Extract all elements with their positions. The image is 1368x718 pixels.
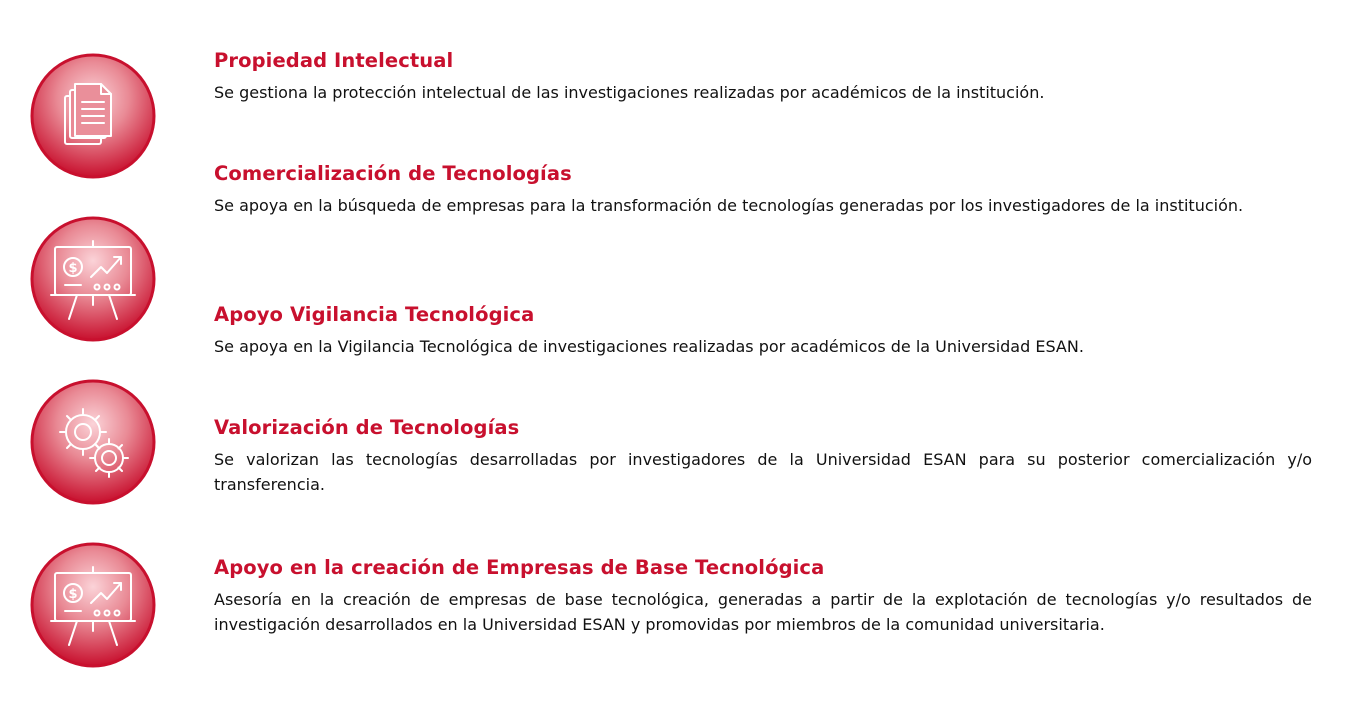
svg-text:$: $ (68, 261, 78, 276)
service-description: Se gestiona la protección intelectual de las investigaciones realizadas por académicos de la institución. (214, 83, 1045, 102)
service-title: Propiedad Intelectual (214, 49, 454, 72)
service-vigilancia (214, 302, 1312, 359)
service-valorizacion (214, 415, 1312, 497)
presentation-board-icon (29, 215, 157, 343)
svg-text:$: $ (68, 587, 78, 602)
service-title: Comercialización de Tecnologías (214, 162, 572, 185)
service-comercializacion (214, 161, 1312, 218)
gears-icon (29, 378, 157, 506)
presentation-board-icon (29, 541, 157, 669)
service-description: Se valorizan las tecnologías desarrolladas por investigadores de la Universidad ESAN para su posterior comercialización y/o transferencia. (214, 450, 1312, 494)
service-title: Apoyo Vigilancia Tecnológica (214, 303, 535, 326)
service-propiedad-intelectual (214, 48, 1312, 105)
documents-icon (29, 52, 157, 180)
service-title: Valorización de Tecnologías (214, 416, 520, 439)
service-empresas-base-tecnologica (214, 555, 1312, 637)
service-description: Se apoya en la Vigilancia Tecnológica de investigaciones realizadas por académicos de la Universidad ESAN. (214, 337, 1084, 356)
service-description: Asesoría en la creación de empresas de base tecnológica, generadas a partir de la explotación de tecnologías y/o resultados de investigación desarrollados en la Universidad ESAN y promovidas por miembros de la comunidad universitaria. (214, 590, 1312, 634)
service-description: Se apoya en la búsqueda de empresas para la transformación de tecnologías generadas por los investigadores de la institución. (214, 196, 1244, 215)
service-title: Apoyo en la creación de Empresas de Base Tecnológica (214, 556, 825, 579)
